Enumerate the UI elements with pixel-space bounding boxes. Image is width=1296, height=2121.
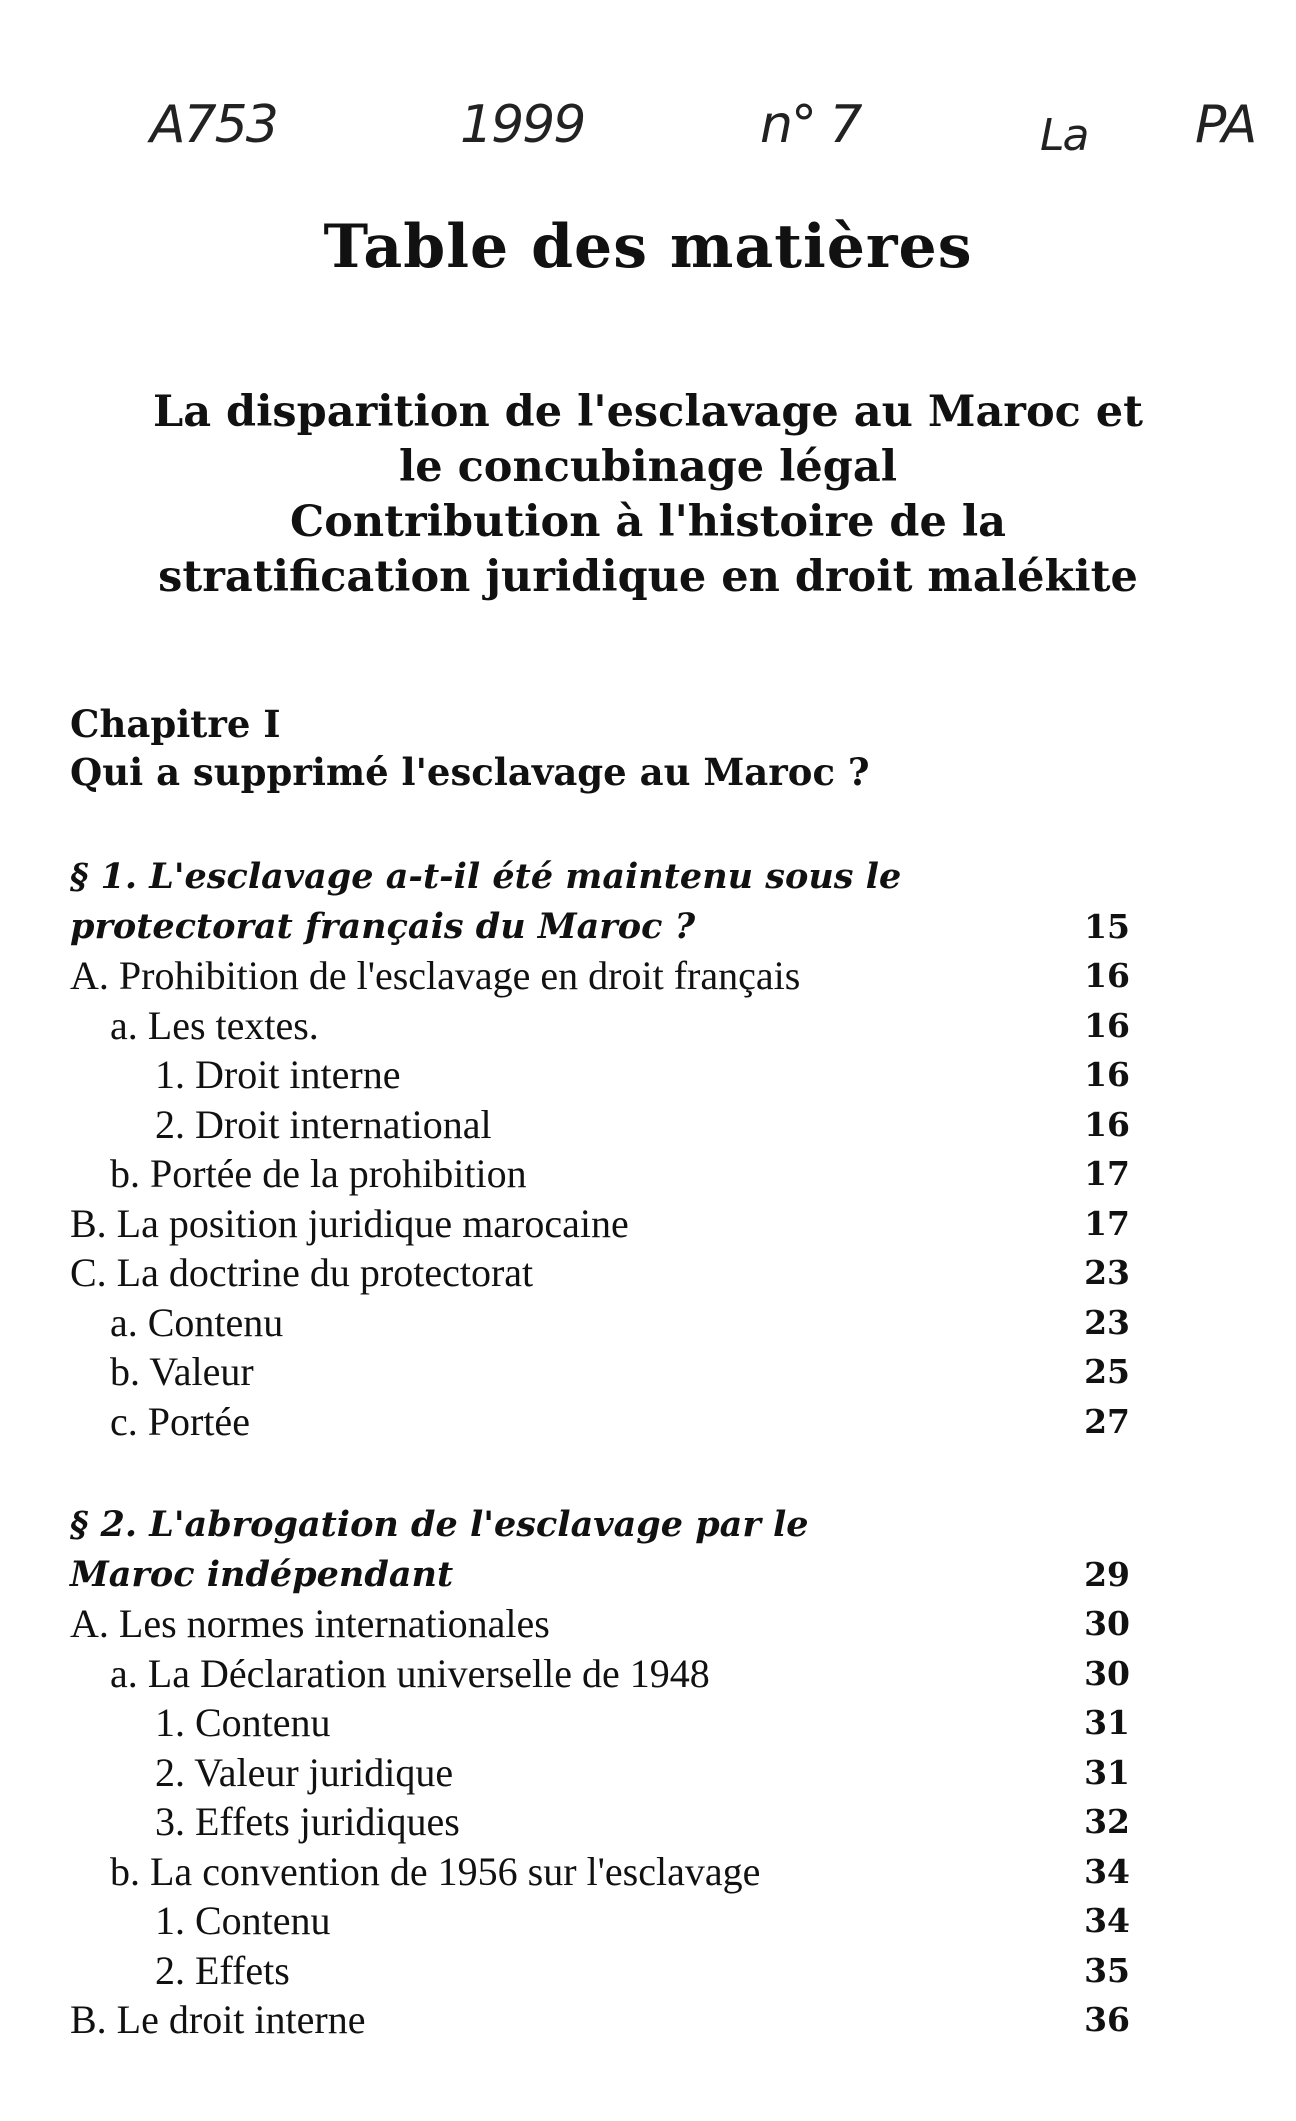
toc-entry-label: A. Prohibition de l'esclavage en droit français (70, 953, 801, 998)
toc-entry (70, 1100, 1130, 1150)
book-title (0, 385, 1296, 605)
toc-entry-label: 3. Effets juridiques (155, 1799, 460, 1844)
toc-section-heading (70, 852, 1130, 902)
toc-entry (70, 1847, 1130, 1897)
toc-section (70, 852, 1130, 1446)
toc-entry (70, 1298, 1130, 1348)
toc-page-number: 16 (1084, 1055, 1130, 1094)
toc-entry-label: C. La doctrine du protectorat (70, 1250, 534, 1295)
toc-entry-label: Maroc indépendant (70, 1553, 454, 1595)
handwritten-note: 1999 (460, 95, 585, 155)
chapter-number: Chapitre I (70, 702, 281, 746)
book-title-line: le concubinage légal (398, 442, 898, 492)
handwritten-note: n° 7 (760, 95, 861, 155)
toc-entry-label: § 1. L'esclavage a-t-il été maintenu sous le (70, 856, 902, 897)
toc-page-number: 30 (1084, 1653, 1130, 1693)
toc-entry (70, 1199, 1130, 1249)
toc-page-number: 17 (1084, 1203, 1130, 1243)
toc-page-number: 34 (1084, 1901, 1130, 1940)
toc-page-number: 32 (1084, 1802, 1130, 1841)
toc-entry (70, 1347, 1130, 1397)
toc-section-heading (70, 1550, 1130, 1600)
book-title-line: La disparition de l'esclavage au Maroc et (152, 387, 1144, 437)
toc-entry (70, 1698, 1130, 1748)
toc-page-number: 27 (1084, 1401, 1130, 1441)
chapter-title: Qui a supprimé l'esclavage au Maroc ? (70, 750, 870, 794)
toc-entry (70, 1896, 1130, 1946)
toc-page-number: 15 (1084, 906, 1130, 946)
toc-entry (70, 1149, 1130, 1199)
toc-page-number: 29 (1084, 1554, 1130, 1594)
toc-section (70, 1500, 1130, 2045)
toc-page-number: 23 (1084, 1253, 1130, 1292)
toc-page-number: 17 (1084, 1154, 1130, 1193)
book-title-line: Contribution à l'histoire de la (289, 497, 1007, 547)
toc-page-number: 35 (1084, 1950, 1130, 1990)
toc-entry-label: 1. Droit interne (155, 1052, 401, 1097)
chapter-heading (70, 700, 870, 796)
toc-entry (70, 1599, 1130, 1649)
toc-page-number: 25 (1084, 1352, 1130, 1391)
toc-entry (70, 1748, 1130, 1798)
toc-page-number: 23 (1084, 1302, 1130, 1342)
toc-entry (70, 1995, 1130, 2045)
toc-entry-label: A. Les normes internationales (70, 1601, 550, 1646)
page-title: Table des matières (323, 212, 973, 282)
handwritten-note: PA (1195, 95, 1256, 155)
toc-entry (70, 1797, 1130, 1847)
toc-entry-label: c. Portée (110, 1398, 250, 1444)
toc-entry-label: B. La position juridique marocaine (70, 1200, 629, 1246)
toc-page-number: 31 (1084, 1703, 1130, 1742)
handwritten-note: A753 (150, 95, 277, 155)
toc-entry (70, 1050, 1130, 1100)
toc-section-heading (70, 1500, 1130, 1550)
toc-entry-label: B. Le droit interne (70, 1997, 366, 2042)
toc-entry-label: 2. Effets (155, 1947, 290, 1993)
book-title-line: stratification juridique en droit malékite (158, 552, 1138, 602)
toc-entry-label: a. La Déclaration universelle de 1948 (110, 1650, 710, 1696)
toc-page-number: 16 (1084, 1005, 1130, 1045)
toc-entry-label: 2. Valeur juridique (155, 1749, 454, 1795)
toc-entry-label: protectorat français du Maroc ? (70, 905, 696, 947)
toc-entry (70, 1248, 1130, 1298)
toc-entry (70, 951, 1130, 1001)
toc-entry-label: b. La convention de 1956 sur l'esclavage (110, 1848, 761, 1894)
toc-entry-label: § 2. L'abrogation de l'esclavage par le (70, 1504, 809, 1545)
toc-section-heading (70, 902, 1130, 952)
toc-page-number: 16 (1084, 956, 1130, 995)
toc-entry-label: b. Valeur (110, 1349, 254, 1394)
toc-page-number: 34 (1084, 1851, 1130, 1891)
toc-entry (70, 1397, 1130, 1447)
toc-page-number: 36 (1084, 2000, 1130, 2039)
toc-entry (70, 1649, 1130, 1699)
toc-entry-label: a. Les textes. (110, 1002, 319, 1048)
toc-entry-label: b. Portée de la prohibition (110, 1151, 527, 1196)
toc-page-number: 31 (1084, 1752, 1130, 1792)
handwritten-note: La (1040, 110, 1088, 161)
toc-page-number: 16 (1084, 1104, 1130, 1144)
toc-entry (70, 1946, 1130, 1996)
toc-entry-label: a. Contenu (110, 1299, 284, 1345)
toc-entry (70, 1001, 1130, 1051)
toc-page-number: 30 (1084, 1604, 1130, 1643)
toc-entry-label: 1. Contenu (155, 1898, 331, 1943)
toc-entry-label: 1. Contenu (155, 1700, 331, 1745)
toc-entry-label: 2. Droit international (155, 1101, 492, 1147)
